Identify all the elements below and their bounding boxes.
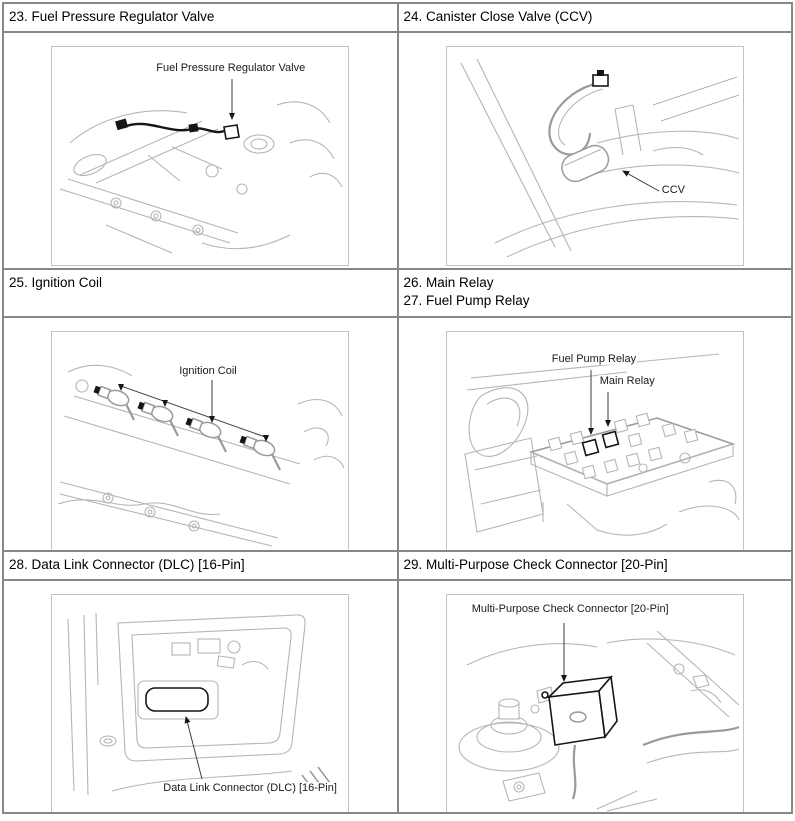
- regulator-hose-art: [115, 119, 239, 139]
- panel-title-26-text: 26. Main Relay: [403, 275, 494, 291]
- panel-title-29: [398, 551, 793, 580]
- figure-cell-23: [3, 32, 398, 269]
- check-connector-art: [537, 677, 617, 799]
- figure-28: [51, 594, 349, 813]
- header-row-2: [3, 269, 792, 316]
- data-link-connector-illustration: [52, 595, 348, 813]
- panel-title-27-text: 27. Fuel Pump Relay: [403, 293, 530, 309]
- panel-title-25-text: 25. Ignition Coil: [9, 275, 103, 291]
- panel-title-25: [3, 269, 398, 316]
- callout-data-link-connector: Data Link Connector (DLC) [16-Pin]: [163, 781, 337, 794]
- figure-cell-25: [3, 317, 398, 551]
- component-location-table: [2, 2, 793, 814]
- callout-multi-purpose-check-connector: Multi-Purpose Check Connector [20-Pin]: [471, 602, 669, 615]
- fuel-pressure-regulator-valve-illustration: [52, 47, 348, 265]
- panel-title-28: [3, 551, 398, 580]
- figure-24: [446, 46, 744, 266]
- fuse-box-art: [531, 413, 733, 496]
- callout-ignition-coil: Ignition Coil: [179, 364, 237, 377]
- figure-26-27: [446, 331, 744, 551]
- figure-row-1: [3, 32, 792, 269]
- header-row-3: [3, 551, 792, 580]
- figure-cell-29: [398, 580, 793, 813]
- fuel-pump-relay-art: [582, 439, 598, 455]
- main-relay-art: [602, 431, 618, 447]
- ccv-hose-art: [549, 70, 612, 186]
- multi-purpose-check-connector-illustration: [447, 595, 743, 813]
- callout-main-relay: Main Relay: [599, 374, 655, 387]
- figure-cell-26-27: [398, 317, 793, 551]
- panel-title-23: [3, 3, 398, 32]
- figure-25: [51, 331, 349, 551]
- callout-fuel-pressure-regulator-valve: Fuel Pressure Regulator Valve: [156, 62, 306, 75]
- figure-row-3: [3, 580, 792, 813]
- canister-close-valve-illustration: [447, 47, 743, 265]
- strut-tower-art: [459, 699, 559, 771]
- figure-row-2: [3, 317, 792, 551]
- figure-23: [51, 46, 349, 266]
- figure-29: [446, 594, 744, 813]
- panel-title-24-text: 24. Canister Close Valve (CCV): [403, 9, 593, 24]
- figure-cell-24: [398, 32, 793, 269]
- panel-title-29-text: 29. Multi-Purpose Check Connector [20-Pin]: [403, 556, 668, 572]
- panel-title-28-text: 28. Data Link Connector (DLC) [16-Pin]: [9, 556, 245, 572]
- callout-ccv: CCV: [661, 184, 685, 197]
- panel-title-26-27: [398, 269, 793, 316]
- panel-title-24: [398, 3, 793, 32]
- leader-arrow: [186, 717, 202, 779]
- panel-title-23-text: 23. Fuel Pressure Regulator Valve: [9, 9, 215, 24]
- ignition-coils-art: [92, 383, 280, 470]
- leader-arrow: [623, 171, 659, 191]
- dlc-connector-art: [138, 681, 218, 719]
- callout-fuel-pump-relay: Fuel Pump Relay: [551, 352, 637, 365]
- header-row-1: [3, 3, 792, 32]
- figure-cell-28: [3, 580, 398, 813]
